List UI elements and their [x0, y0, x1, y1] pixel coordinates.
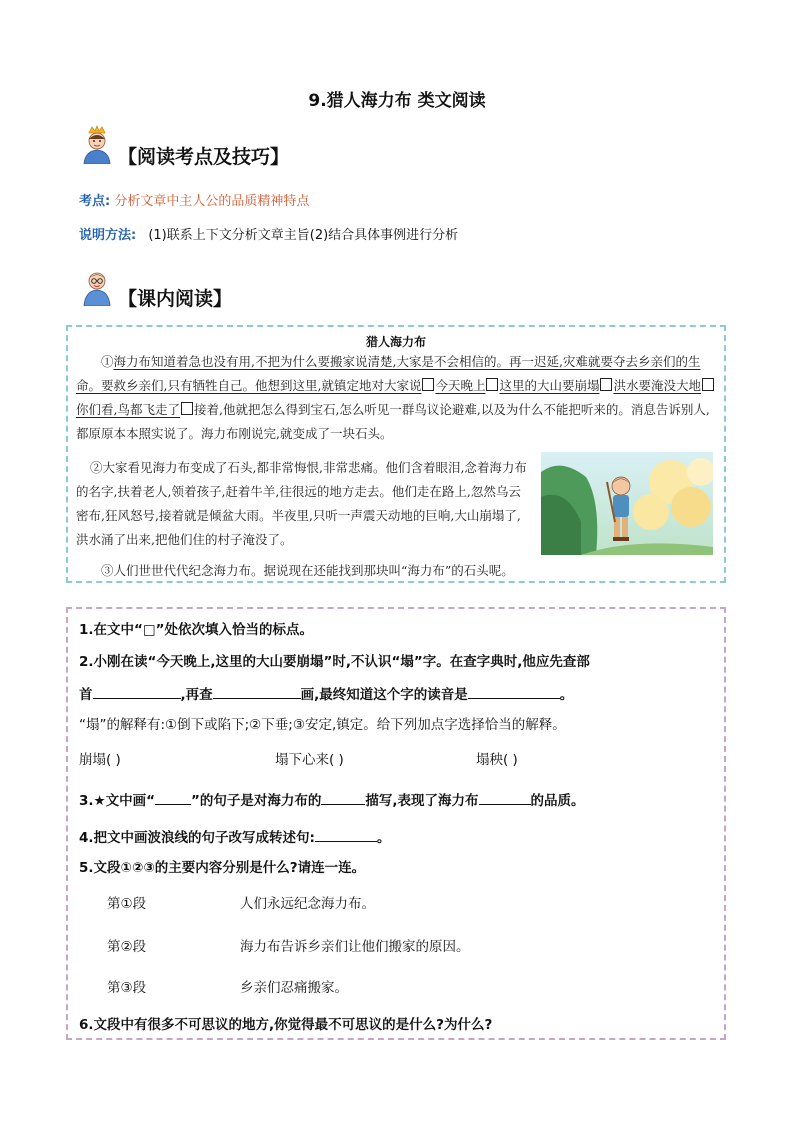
question-4: [79, 826, 390, 846]
q5-left-item-2[interactable]: 第②段: [107, 939, 147, 955]
blank-square-4: [702, 378, 714, 391]
q3-text-b: ”的句子是对海力布的: [191, 793, 322, 809]
q3-blank-quality[interactable]: [479, 804, 531, 805]
question-6: 6.文段中有很多不可思议的地方,你觉得最不可思议的是什么?为什么?: [79, 1017, 493, 1033]
q5-left-item-1[interactable]: 第①段: [107, 896, 147, 912]
q5-right-item-2[interactable]: 海力布告诉乡亲们让他们搬家的原因。: [240, 939, 470, 955]
q3-line-sample: [155, 804, 191, 805]
passage-paragraph-2: [76, 456, 532, 552]
q2-word-3[interactable]: 塌秧( ): [476, 752, 518, 768]
para1-quote-part-2: 这里的大山要崩塌: [499, 378, 600, 393]
q2-blank-pronunciation[interactable]: [468, 698, 560, 699]
question-2-explanation: “塌”的解释有:①倒下或陷下;②下垂;③安定,镇定。给下列加点字选择恰当的解释。: [79, 717, 566, 733]
para1-underlined-text: 海力布知道着急也没有用,不把为什么要搬家说清楚,大家是不会相信的。再一迟延,灾难就要夺去乡亲们的生命。要救乡亲们,只有牺牲自己。他想到这里,就镇定地对大家说: [76, 354, 701, 393]
question-2-line-2: [79, 683, 573, 703]
para1-quote-part-1: 今天晚上: [435, 378, 486, 393]
para1-quote-part-3: 洪水要淹没大地: [613, 378, 701, 393]
section-heading-techniques: 【阅读考点及技巧】: [118, 146, 290, 168]
q5-right-item-3[interactable]: 乡亲们忍痛搬家。: [240, 980, 348, 996]
shuoming-line: [79, 224, 458, 243]
hailibu-illustration: [541, 452, 713, 555]
para1-number: ①: [101, 354, 114, 369]
question-3: [79, 789, 585, 809]
q3-blank-description[interactable]: [321, 804, 365, 805]
blank-square-2: [486, 378, 498, 391]
shuoming-text: (1)联系上下文分析文章主旨(2)结合具体事例进行分析: [148, 228, 459, 243]
para1-rest: 接着,他就把怎么得到宝石,怎么听见一群鸟议论避难,以及为什么不能把听来的。消息告诉别人,都原原本本照实说了。海力布刚说完,就变成了一块石头。: [76, 402, 710, 441]
q2-text-b: ,再查: [180, 687, 213, 703]
q3-text-a: 3.★文中画“: [79, 793, 155, 809]
q5-right-item-1[interactable]: 人们永远纪念海力布。: [240, 896, 375, 912]
kaodian-label: 考点:: [79, 194, 111, 209]
passage-title: 猎人海力布: [365, 335, 426, 349]
blank-square-3: [600, 378, 612, 391]
question-1: 1.在文中“□”处依次填入恰当的标点。: [79, 622, 314, 638]
q2-text-a: 首: [79, 687, 93, 703]
q2-blank-strokes[interactable]: [213, 698, 301, 699]
kaodian-line: [79, 190, 309, 209]
q2-word-1[interactable]: 崩塌( ): [79, 752, 121, 768]
question-2-line-1: 2.小刚在读“今天晚上,这里的大山要崩塌”时,不认识“塌”字。在查字典时,他应先查部: [79, 654, 590, 670]
q3-text-c: 描写,表现了海力布: [365, 793, 479, 809]
kaodian-text: 分析文章中主人公的品质精神特点: [114, 194, 310, 209]
para1-quote-part-4: 你们看,鸟都飞走了: [76, 402, 180, 417]
question-5: 5.文段①②③的主要内容分别是什么?请连一连。: [79, 860, 366, 876]
para3-text: ③人们世世代代纪念海力布。据说现在还能找到那块叫“海力布”的石头呢。: [101, 563, 514, 578]
q5-left-item-3[interactable]: 第③段: [107, 980, 147, 996]
shuoming-label: 说明方法:: [79, 228, 137, 243]
q4-blank[interactable]: [315, 841, 377, 842]
para2-text: ②大家看见海力布变成了石头,都非常悔恨,非常悲痛。他们含着眼泪,念着海力布的名字,扶着老人,领着孩子,赶着牛羊,往很远的地方走去。他们走在路上,忽然乌云密布,狂风怒号,接着就是倾盆大雨。半夜里,只听一声震天动地的巨响,大山崩塌了,洪水涌了出来,把他们住的村子淹没了。: [76, 460, 527, 547]
blank-square-1: [422, 378, 434, 391]
q2-text-c: 画,最终知道这个字的读音是: [300, 687, 468, 703]
passage-paragraph-1: [76, 350, 718, 446]
q2-text-d: 。: [559, 687, 574, 703]
prince-avatar-icon: [79, 124, 115, 164]
page-title: 9.猎人海力布 类文阅读: [308, 91, 486, 111]
q2-word-2[interactable]: 塌下心来( ): [275, 752, 344, 768]
q4-text-b: 。: [376, 830, 391, 846]
questions-box: [66, 607, 726, 1040]
passage-paragraph-3: [76, 559, 718, 583]
boy-glasses-avatar-icon: [79, 266, 115, 306]
q3-text-d: 的品质。: [530, 793, 585, 809]
q2-blank-radical[interactable]: [93, 698, 181, 699]
section-heading-reading: 【课内阅读】: [118, 288, 233, 310]
q4-text-a: 4.把文中画波浪线的句子改写成转述句:: [79, 830, 315, 846]
blank-square-5: [181, 402, 193, 415]
